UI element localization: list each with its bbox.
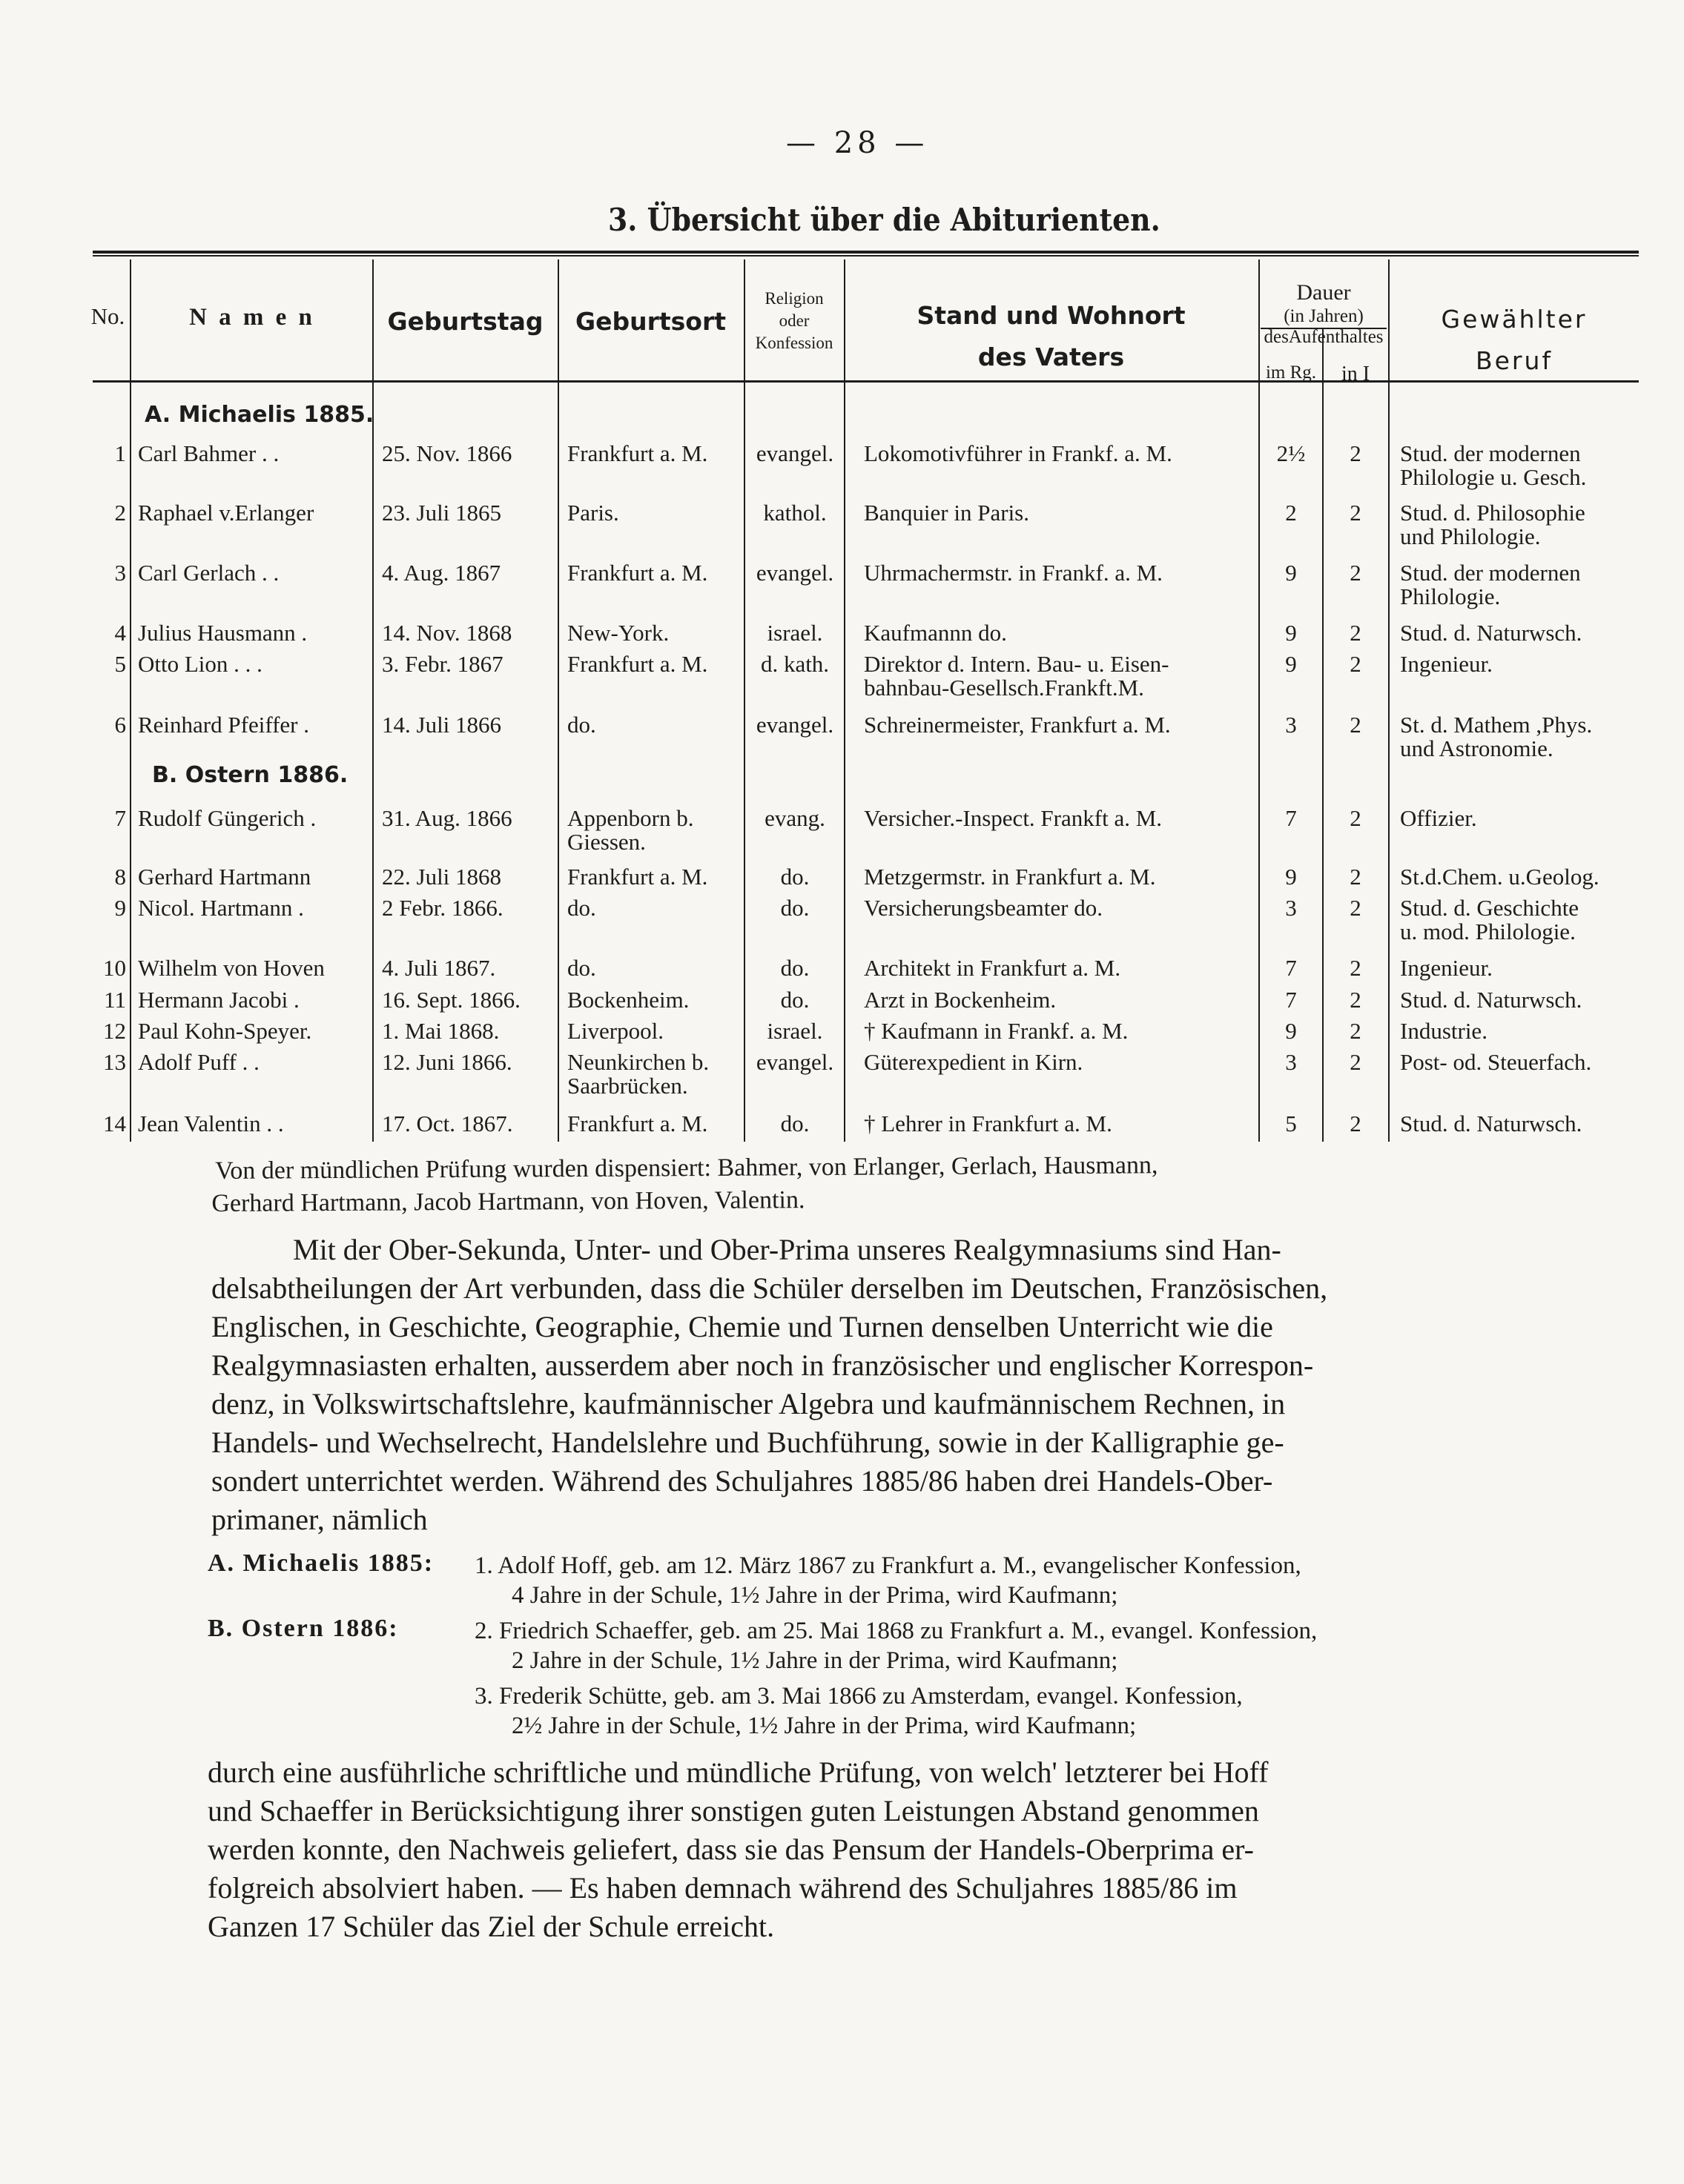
list-label-michaelis: A. Michaelis 1885: — [208, 1549, 435, 1577]
years-in-school: 2 — [1285, 500, 1297, 526]
student-name: Gerhard Hartmann — [138, 864, 311, 890]
chosen-career: Industrie. — [1400, 1018, 1487, 1044]
chosen-career: Stud. d. Naturwsch. — [1400, 1111, 1582, 1136]
row-number: 2 — [114, 500, 126, 526]
father-occupation: Architekt in Frankfurt a. M. — [864, 955, 1121, 981]
section-michaelis: A. Michaelis 1885. — [145, 402, 374, 428]
father-occupation: Lokomotivführer in Frankf. a. M. — [864, 440, 1172, 466]
years-in-school: 3 — [1285, 712, 1297, 738]
years-in-prima: 2 — [1350, 1018, 1361, 1044]
student-name: Paul Kohn-Speyer. — [138, 1018, 312, 1044]
years-in-school: 9 — [1285, 620, 1297, 646]
col-divider — [1322, 329, 1324, 1142]
birth-date: 22. Juli 1868 — [382, 864, 502, 890]
col-divider — [844, 259, 845, 1142]
table-top-rule-thin — [93, 255, 1639, 257]
chosen-career: Post- od. Steuerfach. — [1400, 1049, 1592, 1075]
header-career: Gewählter Beruf — [1441, 305, 1588, 375]
years-in-school: 9 — [1285, 864, 1297, 890]
years-in-prima: 2 — [1350, 895, 1361, 921]
religion: evangel. — [756, 712, 834, 738]
birth-place: Paris. — [567, 500, 619, 526]
birth-place: do. — [567, 895, 596, 921]
birth-place: Saarbrücken. — [567, 1073, 688, 1099]
birth-place: Frankfurt a. M. — [567, 864, 708, 890]
father-occupation: Güterexpedient in Kirn. — [864, 1049, 1083, 1075]
list-label-ostern: B. Ostern 1886: — [208, 1615, 399, 1642]
birth-place: Frankfurt a. M. — [567, 440, 708, 466]
years-in-school: 7 — [1285, 987, 1297, 1013]
birth-place: do. — [567, 712, 596, 738]
chosen-career: St.d.Chem. u.Geolog. — [1400, 864, 1599, 890]
birth-date: 17. Oct. 1867. — [382, 1111, 513, 1136]
birth-date: 31. Aug. 1866 — [382, 805, 512, 831]
chosen-career: Ingenieur. — [1400, 955, 1493, 981]
chosen-career: St. d. Mathem ,Phys. — [1400, 712, 1593, 738]
birth-place: Bockenheim. — [567, 987, 690, 1013]
father-occupation: Metzgermstr. in Frankfurt a. M. — [864, 864, 1156, 890]
years-in-school: 7 — [1285, 955, 1297, 981]
years-in-prima: 2 — [1350, 1049, 1361, 1075]
birth-date: 4. Juli 1867. — [382, 955, 496, 981]
row-number: 6 — [114, 712, 126, 738]
years-in-school: 2½ — [1276, 440, 1306, 466]
birth-date: 23. Juli 1865 — [382, 500, 502, 526]
father-occupation: Schreinermeister, Frankfurt a. M. — [864, 712, 1171, 738]
chosen-career: Philologie u. Gesch. — [1400, 464, 1587, 490]
birth-date: 14. Nov. 1868 — [382, 620, 512, 646]
birth-date: 2 Febr. 1866. — [382, 895, 503, 921]
header-duration-i: in I — [1341, 363, 1370, 385]
student-name: Raphael v.Erlanger — [138, 500, 314, 526]
birth-place: Frankfurt a. M. — [567, 560, 708, 586]
religion: do. — [780, 987, 810, 1013]
header-name: N a m e n — [189, 304, 315, 331]
student-name: Nicol. Hartmann . — [138, 895, 304, 921]
student-name: Hermann Jacobi . — [138, 987, 300, 1013]
years-in-prima: 2 — [1350, 620, 1361, 646]
religion: do. — [780, 1111, 810, 1136]
chosen-career: und Astronomie. — [1400, 735, 1553, 761]
religion: do. — [780, 955, 810, 981]
chosen-career: und Philologie. — [1400, 523, 1541, 549]
list-item: 1. Adolf Hoff, geb. am 12. März 1867 zu Frankfurt a. M., evangelischer Konfession, 4 Jahre in der Schule, 1½ Jahre in der Prima, wird Kaufmann; — [475, 1552, 1301, 1609]
birth-date: 25. Nov. 1866 — [382, 440, 512, 466]
page-title: 3. Übersicht über die Abiturienten. — [608, 202, 1160, 238]
header-father: Stand und Wohnort des Vaters — [917, 301, 1186, 371]
student-name: Jean Valentin . . — [138, 1111, 284, 1136]
row-number: 8 — [114, 864, 126, 890]
col-divider — [558, 259, 559, 1142]
row-number: 3 — [114, 560, 126, 586]
years-in-school: 3 — [1285, 895, 1297, 921]
row-number: 14 — [103, 1111, 126, 1136]
chosen-career: Stud. der modernen — [1400, 560, 1581, 586]
father-occupation: Versicherungsbeamter do. — [864, 895, 1103, 921]
birth-place: Frankfurt a. M. — [567, 1111, 708, 1136]
col-divider — [130, 259, 131, 1142]
student-name: Carl Gerlach . . — [138, 560, 280, 586]
father-occupation: bahnbau-Gesellsch.Frankft.M. — [864, 675, 1144, 701]
father-occupation: † Kaufmann in Frankf. a. M. — [864, 1018, 1129, 1044]
birth-date: 1. Mai 1868. — [382, 1018, 500, 1044]
row-number: 1 — [114, 440, 126, 466]
header-no: No. — [90, 303, 125, 329]
birth-date: 4. Aug. 1867 — [382, 560, 501, 586]
chosen-career: Stud. d. Geschichte — [1400, 895, 1579, 921]
religion: evang. — [765, 805, 825, 831]
chosen-career: u. mod. Philologie. — [1400, 919, 1576, 944]
father-occupation: Direktor d. Intern. Bau- u. Eisen- — [864, 651, 1169, 677]
header-duration: Dauer (in Jahren) desAufenthaltes — [1264, 280, 1384, 348]
row-number: 13 — [103, 1049, 126, 1075]
years-in-school: 9 — [1285, 560, 1297, 586]
row-number: 7 — [114, 805, 126, 831]
chosen-career: Offizier. — [1400, 805, 1477, 831]
religion: do. — [780, 864, 810, 890]
header-birthplace: Geburtsort — [575, 307, 726, 336]
col-divider — [372, 259, 374, 1142]
row-number: 4 — [114, 620, 126, 646]
years-in-school: 9 — [1285, 1018, 1297, 1044]
list-item: 3. Frederik Schütte, geb. am 3. Mai 1866 zu Amsterdam, evangel. Konfession, 2½ Jahre in der Schule, 1½ Jahre in der Prima, wird Kaufmann; — [475, 1683, 1243, 1739]
header-birthday: Geburtstag — [387, 307, 544, 336]
row-number: 5 — [114, 651, 126, 677]
birth-date: 3. Febr. 1867 — [382, 651, 503, 677]
father-occupation: Banquier in Paris. — [864, 500, 1029, 526]
student-name: Julius Hausmann . — [138, 620, 308, 646]
header-duration-rg: im Rg. — [1265, 363, 1317, 383]
student-name: Carl Bahmer . . — [138, 440, 280, 466]
father-occupation: Uhrmachermstr. in Frankf. a. M. — [864, 560, 1163, 586]
years-in-prima: 2 — [1350, 864, 1361, 890]
religion: israel. — [767, 1018, 823, 1044]
years-in-prima: 2 — [1350, 987, 1361, 1013]
birth-place: Frankfurt a. M. — [567, 651, 708, 677]
student-name: Reinhard Pfeiffer . — [138, 712, 309, 738]
religion: d. kath. — [760, 651, 830, 677]
father-occupation: Versicher.-Inspect. Frankft a. M. — [864, 805, 1163, 831]
header-religion: Religion oder Konfession — [755, 289, 833, 352]
student-name: Rudolf Güngerich . — [138, 805, 317, 831]
years-in-school: 5 — [1285, 1111, 1297, 1136]
religion: kathol. — [763, 500, 827, 526]
row-number: 12 — [103, 1018, 126, 1044]
birth-place: Liverpool. — [567, 1018, 664, 1044]
section-ostern: B. Ostern 1886. — [152, 762, 349, 788]
row-number: 9 — [114, 895, 126, 921]
page-number: — 28 — — [786, 126, 929, 160]
main-paragraph: Mit der Ober-Sekunda, Unter- und Ober-Prima unseres Realgymnasiums sind Han- delsabtheilungen der Art verbunden, dass die Schüler derselben im Deutschen, Französischen, Englischen, in Geschichte, Geographie, Chemie und Turnen denselben Unterricht wie die Realgymnasiasten erhalten, ausserdem aber noch in französischer und englischer Korrespon- denz, in Volkswirtschaftslehre, kaufmännischer Algebra und kaufmännischem Rechnen, in Handels- und Wechselrecht, Handelslehre und Buchführung, sowie in der Kalligraphie ge- sondert unterrichtet werden. Während des Schuljahres 1885/86 haben drei Handels-Ober- primaner, nämlich — [211, 1233, 1328, 1536]
birth-date: 12. Juni 1866. — [382, 1049, 512, 1075]
religion: do. — [780, 895, 810, 921]
chosen-career: Stud. d. Philosophie — [1400, 500, 1585, 526]
religion: israel. — [767, 620, 823, 646]
birth-place: Giessen. — [567, 829, 646, 855]
father-occupation: Arzt in Bockenheim. — [864, 987, 1057, 1013]
list-item: 2. Friedrich Schaeffer, geb. am 25. Mai 1868 zu Frankfurt a. M., evangel. Konfession, 2 Jahre in der Schule, 1½ Jahre in der Prima, wird Kaufmann; — [475, 1618, 1318, 1674]
religion: evangel. — [756, 1049, 834, 1075]
years-in-school: 9 — [1285, 651, 1297, 677]
birth-date: 14. Juli 1866 — [382, 712, 502, 738]
chosen-career: Stud. d. Naturwsch. — [1400, 987, 1582, 1013]
years-in-prima: 2 — [1350, 440, 1361, 466]
years-in-prima: 2 — [1350, 1111, 1361, 1136]
chosen-career: Ingenieur. — [1400, 651, 1493, 677]
chosen-career: Philologie. — [1400, 583, 1501, 609]
chosen-career: Stud. d. Naturwsch. — [1400, 620, 1582, 646]
years-in-school: 3 — [1285, 1049, 1297, 1075]
birth-place: Neunkirchen b. — [567, 1049, 710, 1075]
religion: evangel. — [756, 440, 834, 466]
chosen-career: Stud. der modernen — [1400, 440, 1581, 466]
birth-date: 16. Sept. 1866. — [382, 987, 521, 1013]
years-in-prima: 2 — [1350, 651, 1361, 677]
student-name: Otto Lion . . . — [138, 651, 262, 677]
exemption-note: Von der mündlichen Prüfung wurden dispensiert: Bahmer, von Erlanger, Gerlach, Hausmann, Gerhard Hartmann, Jacob Hartmann, von Hoven, Valentin. — [211, 1151, 1158, 1218]
birth-place: New-York. — [567, 620, 670, 646]
years-in-prima: 2 — [1350, 500, 1361, 526]
row-number: 11 — [104, 987, 126, 1013]
row-number: 10 — [103, 955, 126, 981]
col-divider — [1258, 259, 1260, 1142]
father-occupation: Kaufmannn do. — [864, 620, 1007, 646]
years-in-school: 7 — [1285, 805, 1297, 831]
closing-paragraph: durch eine ausführliche schriftliche und mündliche Prüfung, von welch' letzterer bei Hoff und Schaeffer in Berücksichtigung ihrer sonstigen guten Leistungen Abstand genommen werden konnte, den Nachweis geliefert, dass sie das Pensum der Handels-Oberprima er- folgreich absolviert haben. — Es haben demnach während des Schuljahres 1885/86 im Ganzen 17 Schüler das Ziel der Schule erreicht. — [208, 1756, 1269, 1943]
birth-place: Appenborn b. — [567, 805, 694, 831]
father-occupation: † Lehrer in Frankfurt a. M. — [864, 1111, 1112, 1136]
years-in-prima: 2 — [1350, 560, 1361, 586]
student-name: Wilhelm von Hoven — [138, 955, 325, 981]
religion: evangel. — [756, 560, 834, 586]
col-divider — [1388, 259, 1390, 1142]
student-name: Adolf Puff . . — [138, 1049, 260, 1075]
birth-place: do. — [567, 955, 596, 981]
years-in-prima: 2 — [1350, 955, 1361, 981]
years-in-prima: 2 — [1350, 712, 1361, 738]
years-in-prima: 2 — [1350, 805, 1361, 831]
table-top-rule — [93, 251, 1639, 254]
col-divider — [744, 259, 745, 1142]
